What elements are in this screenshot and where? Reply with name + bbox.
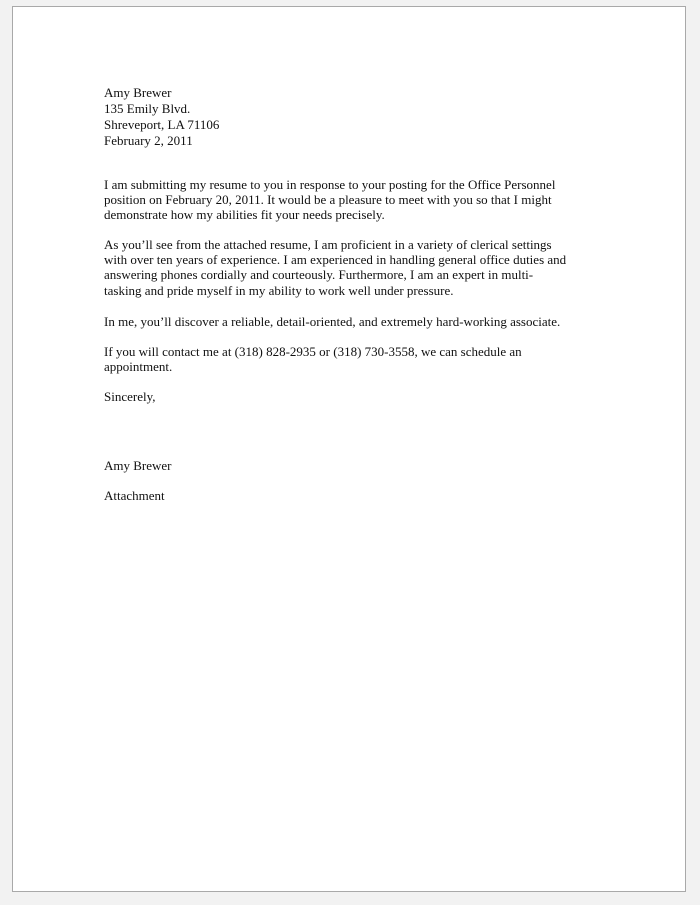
- sender-city-state-zip: Shreveport, LA 71106: [104, 117, 220, 132]
- paragraph-2-line-2: with over ten years of experience. I am experienced in handling general office duties and: [104, 252, 567, 267]
- paragraph-2-line-4: tasking and pride myself in my ability to work well under pressure.: [104, 283, 454, 298]
- letter-page: [12, 6, 686, 892]
- paragraph-2-line-1: As you’ll see from the attached resume, I am proficient in a variety of clerical settings: [104, 237, 552, 252]
- enclosure-notation: Attachment: [104, 488, 165, 503]
- sender-street: 135 Emily Blvd.: [104, 101, 191, 116]
- letter-date: February 2, 2011: [104, 133, 193, 148]
- paragraph-1-line-1: I am submitting my resume to you in response to your posting for the Office Personnel: [104, 177, 556, 192]
- paragraph-4-line-2: appointment.: [104, 359, 173, 374]
- sender-name: Amy Brewer: [104, 85, 172, 100]
- signature-name: Amy Brewer: [104, 458, 172, 473]
- closing: Sincerely,: [104, 389, 156, 404]
- paragraph-3-line-1: In me, you’ll discover a reliable, detail-oriented, and extremely hard-working associate.: [104, 314, 561, 329]
- paragraph-1-line-3: demonstrate how my abilities fit your needs precisely.: [104, 207, 385, 222]
- paragraph-2-line-3: answering phones cordially and courteously. Furthermore, I am an expert in multi-: [104, 267, 534, 282]
- paragraph-4-line-1: If you will contact me at (318) 828-2935 or (318) 730-3558, we can schedule an: [104, 344, 522, 359]
- paragraph-1-line-2: position on February 20, 2011. It would be a pleasure to meet with you so that I might: [104, 192, 552, 207]
